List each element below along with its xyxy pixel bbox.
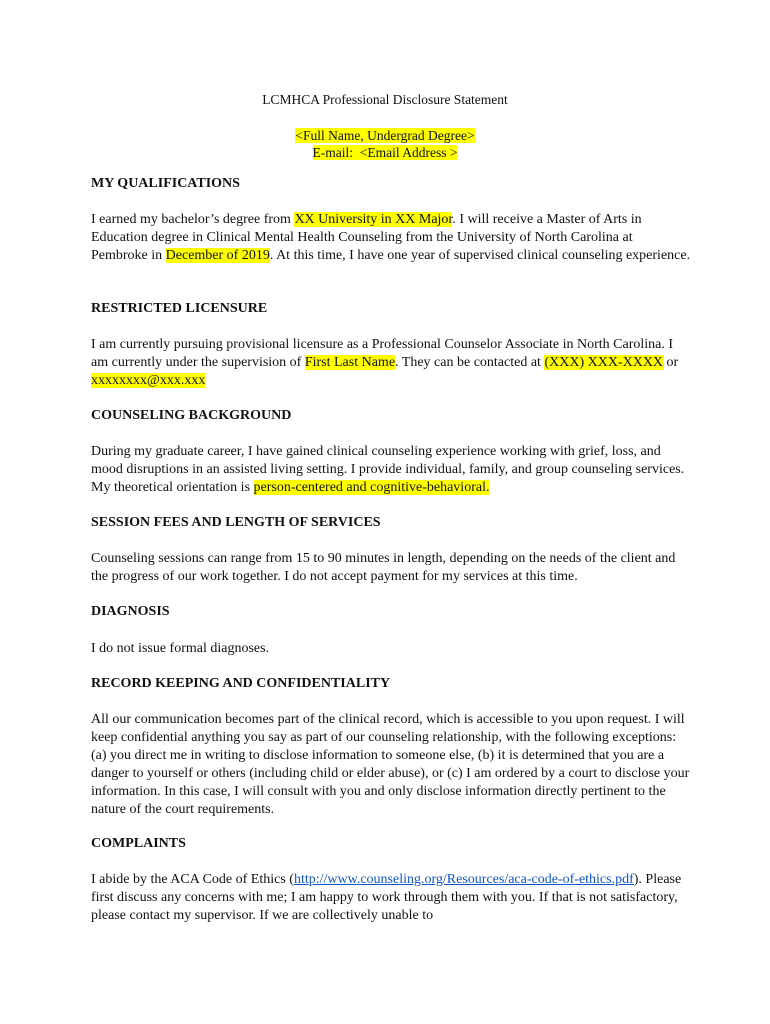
background-text-1: During my graduate career, I have gained clinical counseling experience working with grief, loss, and mood disruptions in an assisted living setting. I provide individual, family, and group counseling services. My theoretical orientation is bbox=[91, 444, 685, 495]
email-placeholder: <Email Address > bbox=[359, 145, 458, 160]
email-prefix: E-mail: bbox=[312, 145, 360, 160]
licensure-text-1: I am currently pursuing provisional licensure as a Professional Counselor Associate in North Carolina. I am currently under the supervision of bbox=[91, 337, 674, 370]
licensure-heading: RESTRICTED LICENSURE bbox=[91, 301, 268, 316]
supervisor-name-placeholder: First Last Name bbox=[304, 355, 396, 370]
complaints-heading: COMPLAINTS bbox=[91, 836, 186, 851]
complaints-text-1: I abide by the ACA Code of Ethics ( bbox=[91, 872, 294, 887]
qualifications-heading: MY QUALIFICATIONS bbox=[91, 176, 240, 191]
qualifications-text-3: . At this time, I have one year of supervised clinical counseling experience. bbox=[269, 248, 691, 263]
name-line bbox=[0, 127, 770, 144]
supervisor-email-placeholder: xxxxxxxx@xxx.xxx bbox=[91, 373, 206, 388]
records-paragraph: All our communication becomes part of the clinical record, which is accessible to you upon request. I will keep confidential anything you say as part of our counseling relationship, with the following exceptions: (a) you direct me in writing to disclose information to someone else, (b) it is determined that you are a danger to yourself or others (including child or elder abuse), or (c) I am ordered by a court to disclose your information. In this case, I will consult with you and only disclose information directly pertinent to the nature of the court requirements. bbox=[91, 712, 690, 817]
aca-ethics-link[interactable]: http://www.counseling.org/Resources/aca-code-of-ethics.pdf bbox=[293, 872, 634, 887]
graduation-date-placeholder: December of 2019 bbox=[165, 248, 270, 263]
fees-paragraph: Counseling sessions can range from 15 to 90 minutes in length, depending on the needs of the client and the progress of our work together. I do not accept payment for my services at this time. bbox=[91, 551, 676, 584]
records-heading: RECORD KEEPING AND CONFIDENTIALITY bbox=[91, 676, 391, 691]
qualifications-text-2: . I will receive a Master of Arts in Education degree in Clinical Mental Health Counseling from the University of North Carolina at Pembroke in bbox=[91, 212, 642, 263]
email-line bbox=[0, 144, 770, 161]
licensure-text-3: or bbox=[663, 355, 679, 370]
licensure-paragraph bbox=[91, 336, 691, 390]
qualifications-paragraph bbox=[91, 211, 691, 265]
university-placeholder: XX University in XX Major bbox=[294, 212, 453, 227]
supervisor-phone-placeholder: (XXX) XXX-XXXX bbox=[544, 355, 664, 370]
complaints-paragraph bbox=[91, 871, 691, 925]
licensure-text-2: . They can be contacted at bbox=[395, 355, 545, 370]
diagnosis-heading: DIAGNOSIS bbox=[91, 604, 170, 619]
orientation-placeholder: person-centered and cognitive-behavioral. bbox=[253, 480, 490, 495]
qualifications-text-1: I earned my bachelor’s degree from bbox=[91, 212, 295, 227]
email-placeholder-line bbox=[313, 145, 458, 160]
name-placeholder: <Full Name, Undergrad Degree> bbox=[295, 128, 475, 143]
complaints-text-2: ). Please first discuss any concerns with me; I am happy to work through them with you. If that is not satisfactory, please contact my supervisor. If we are collectively unable to bbox=[91, 872, 682, 923]
document-title: LCMHCA Professional Disclosure Statement bbox=[262, 92, 508, 107]
background-paragraph bbox=[91, 443, 691, 497]
background-heading: COUNSELING BACKGROUND bbox=[91, 408, 292, 423]
diagnosis-paragraph: I do not issue formal diagnoses. bbox=[91, 641, 270, 656]
fees-heading: SESSION FEES AND LENGTH OF SERVICES bbox=[91, 515, 381, 530]
